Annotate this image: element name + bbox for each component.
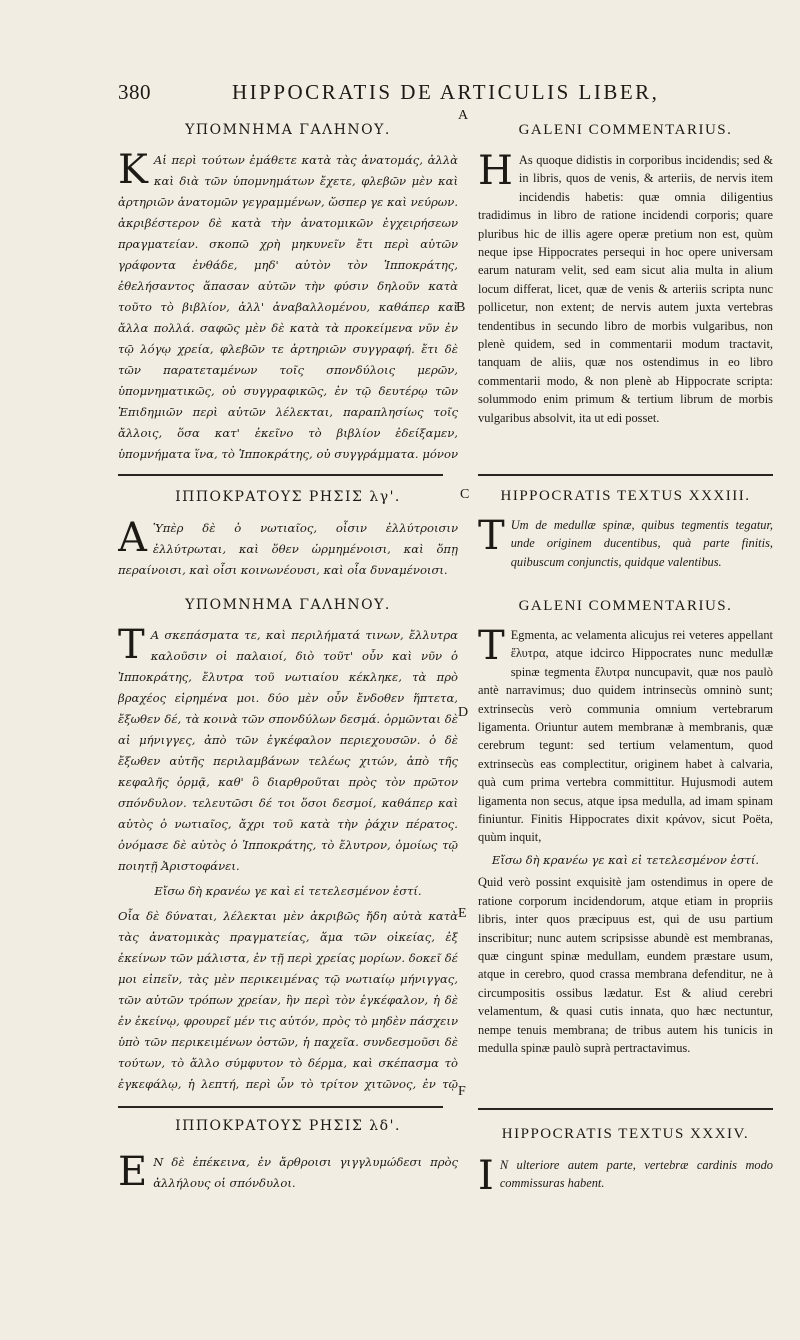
paragraph-text: Οἷα δὲ δύναται, λέλεκται μὲν ἀκριβῶς ἤδη αὐτὰ κατὰ τὰς ἀνατομικὰς πραγματείας, ἅμα τῶν οἰκείας, ἐξ ἐκείνων τῶν μάλιστα, ἐν τῇ περὶ χρείας μορίων. δοκεῖ δέ μοι εἰπεῖν, τὰς μὲν περικειμένας τῷ νωτιαίῳ μήνιγγας, τῶν αὐτῶν τρόπων χρείαν, ἣν περὶ τὸν ἐγκέφαλον, ἡ δὲ ἐν ἐκείνῳ, φρουρεῖ μέν τις αὐτόν, πρὸς τὸ μηδὲν πάσχειν ὑπὸ τῶν περικειμένων ὀστῶν, ἡ παχεῖα. συνδεσμοῦσι δὲ τούτων, τὸ ἄλλο σύμφυτον τὸ δέρμα, καὶ σκέπασμα τὸ ἐγκεφάλῳ, ἡ λεπτή, περὶ ὧν τὸ τρίτον χιτῶνος, ἐν τῷ — [118, 909, 458, 1091]
paragraph-text: Quid verò possint exquisitè jam ostendimus in opere de ratione corporum incidendorum, atque etiam in propriis libris, inter quos præcipuus est, qui de usu partium inscribitur; nunc autem scripsisse abundè est membranas, quæ cingunt spinæ medullam, eundem præstare usum, atque in cerebro, quod crassa membrana defenditur, ne à circumpositis ossibus lædatur. Est & aliud cerebri velamentum, & quasi cutis innata, quo hæc nectuntur, nempe tenuis membrana; de tribus autem his tunicis in medulla spinæ paulò suprà pertractavimus. — [478, 875, 773, 1055]
verse-quote: Εἴσω δὴ κρανέω γε καὶ εἰ τετελεσμένον ἐστί. — [491, 852, 760, 867]
page-title: HIPPOCRATIS DE ARTICULIS LIBER, — [232, 80, 660, 104]
section-divider — [478, 474, 773, 476]
marker-e: E — [458, 906, 467, 921]
dropcap: I — [478, 1156, 494, 1199]
dropcap: A — [118, 518, 147, 561]
latin-textus-heading-1: HIPPOCRATIS TEXTUS XXXIII. — [500, 488, 751, 504]
latin-commentary-heading-2: GALENI COMMENTARIUS. — [518, 598, 733, 614]
latin-textus-heading-2: HIPPOCRATIS TEXTUS XXXIV. — [501, 1126, 750, 1142]
dropcap: K — [118, 150, 148, 193]
dropcap: T — [478, 626, 505, 669]
dropcap: T — [478, 516, 505, 559]
greek-textus-1 — [118, 518, 458, 582]
marker-b: B — [456, 300, 466, 315]
marker-f: F — [458, 1084, 466, 1099]
running-head — [118, 80, 788, 110]
section-divider — [478, 1108, 773, 1110]
greek-commentary-heading-1: ΥΠΟΜΝΗΜΑ ΓΑΛΗΝΟΥ. — [185, 122, 391, 138]
paragraph-text: Ν δὲ ἐπέκεινα, ἐν ἄρθροισι γιγγλυμώδεσι πρὸς ἀλλήλους οἱ σπόνδυλοι. — [153, 1155, 458, 1190]
paragraph-text: N ulteriore autem parte, vertebræ cardinis modo commissuras habent. — [499, 1158, 773, 1191]
marker-d: D — [458, 705, 469, 720]
greek-commentary-1 — [118, 150, 458, 468]
verse-quote: Εἴσω δὴ κρανέω γε καὶ εἰ τετελεσμένον ἐστί. — [154, 884, 422, 898]
marker-c: C — [460, 487, 470, 502]
paragraph-text: Ὑπὲρ δὲ ὁ νωτιαῖος, οἷσιν ἐλλύτροισιν ἐλλύτρωται, καὶ ὅθεν ὡρμημένοισι, καὶ ὅπῃ περαίνοισι, καὶ οἷσι κοινωνέουσι, καὶ οἷα δυναμένοισι. — [118, 521, 458, 577]
paragraph-text: Α σκεπάσματα τε, καὶ περιλήματά τινων, ἔλλυτρα καλοῦσιν οἱ παλαιοί, διὸ τοῦτ' οὖν καὶ νῦν ὁ Ἱπποκράτης, ἔλυτρα τοῦ νωτιαίου κέκληκε, τὰ πρὸ βραχέος εἰρημένα μοι. δύο μὲν οὖν ἔνδοθεν ἥπτετα, ἔξωθεν δέ, τὰ κοινὰ τῶν σπονδύλων δεσμά. ὁρμῶνται δὲ αἱ μήνιγγες, ἀπὸ τῶν ἐγκέφαλον περιεχουσῶν. ὁ δὲ ἔξωθεν αὐτῆς περιλαμβάνων τελέως χιτών, ἀπὸ τῆς κεφαλῆς ὁρμᾷ, καθ' ὃ διαρθροῦται πρὸς τὸν πρῶτον σπόνδυλον. τελευτῶσι δέ τοι ὅσοι δεσμοί, καθάπερ καὶ αὐτὸς ὁ νωτιαῖος, ἄχρι τοῦ κατὰ τὴν ῥάχιν πέρατος. ὀνόμασε δὲ αὐτὸς ὁ Ἱπποκράτης, τὸ ἔλυτρον, ὁμοίως τῷ ποιητῇ Ἀριστοφάνει. — [118, 628, 458, 873]
dropcap: T — [118, 625, 145, 668]
latin-commentary-heading-1: GALENI COMMENTARIUS. — [518, 122, 733, 138]
section-divider — [118, 474, 443, 476]
greek-textus-heading-1: ΙΠΠΟΚΡΑΤΟΥΣ ΡΗΣΙΣ λγ'. — [175, 489, 401, 505]
latin-commentary-1 — [478, 151, 773, 459]
dropcap: E — [118, 1152, 148, 1195]
latin-textus-2 — [478, 1156, 773, 1202]
dropcap: H — [478, 151, 513, 194]
greek-textus-heading-2: ΙΠΠΟΚΡΑΤΟΥΣ ΡΗΣΙΣ λδ'. — [175, 1118, 401, 1134]
paragraph-text: Αἱ περὶ τούτων ἐμάθετε κατὰ τὰς ἀνατομάς, ἀλλὰ καὶ διὰ τῶν ὑπομνημάτων ἔχετε, φλεβῶν μὲν καὶ ἀρτηριῶν ἀνατομῶν γεγραμμένων, ὥσπερ γε καὶ νεύρων. ἀκριβέστερον δὲ κατὰ τὴν ἀνατομικῶν ἐγχειρήσεων πραγματείαν. σκοπῶ χρὴ μηκυνεῖν ἔτι περὶ αὐτῶν γράφοντα ἐνθάδε, μηδ' αὐτὸν τὸν Ἱπποκράτης, ἐθελήσαντος ἅπασαν αὐτῶν τὴν φύσιν δηλοῦν κατὰ τοῦτο τὸ βιβλίον, ἀλλ' ἀναβαλλομένου, καθάπερ καὶ ἄλλα πολλά. σαφῶς μὲν δὲ κατὰ τὰ προκείμενα νῦν ἐν τῷ λόγῳ χρεία, φλεβῶν τε ἀρτηριῶν συγγραφή. ἔτι δὲ τῶν παρατεταμένων τοῖς σπονδύλοις μερῶν, ὑπομνηματικῶς, οὐ συγγραφικῶς, ἐν τῷ δευτέρῳ τῶν Ἐπιδημιῶν περὶ αὐτῶν λέλεκται, παραπλησίως τοῖς ἄλλοις, ὅσα κατ' ἐκεῖνο τὸ βιβλίον ἐδείξαμεν, ὑπομνήματα ἵνα, τὸ Ἱπποκράτης, οὐ συγγράμματα. μόνον — [118, 153, 458, 461]
paragraph-text: As quoque didistis in corporibus incidendis; sed & in libris, quos de venis, & arteriis, de nervis item incidendis habetis: quæ omnia diligentius tradidimus in libro de ratione incidendi corporis; quare pluribus hic de illis agere operæ pretium non est, quùm neque ipse Hippocrates persequi in hoc opere universam earum naturam velit, sed eam sicut alia multa in alium locum differat, licet, quæ de venis & arteriis scripta nunc pollicetur, non extent; de nervis autem juxta vertebras tendentibus in secundo libro de morbis vulgaribus, non plenè quidem, sed in commentarii modum tractavit, tanquam de aliis, quæ nos ostendimus in eo libro commentarii modo, & non plenè ab Hippocrate scripta: solummodo enim primum & tertium librum de morbis vulgaribus absolvit, ita ut edi posset. — [478, 153, 773, 425]
paragraph-text: Egmenta, ac velamenta alicujus rei veteres appellant ἔλυτρα, atque idcirco Hippocrates nunc medullæ spinæ tegmenta ἔλυτρα nuncupavit, quæ nos paulò antè narravimus; duo quidem intrinsecùs omninò sunt; extrinsecùs verò communia omnium vertebrarum ligamenta. Oriuntur autem membranæ à membranis, quæ cerebrum tegunt: sed tertium velamentum, quod extrinsecùs eas complectitur, originem habet à calvaria, quà cum prima vertebra committitur. Hujusmodi autem ligamenta non secus, atque ipsa medulla, ad imam spinam finiuntur. Finitis Hippocrates dixit κράνον, sicut Poëta, quùm inquit, — [478, 628, 773, 845]
marker-a: A — [458, 108, 469, 123]
latin-commentary-2 — [478, 626, 773, 1094]
greek-commentary-heading-2: ΥΠΟΜΝΗΜΑ ΓΑΛΗΝΟΥ. — [185, 597, 391, 613]
greek-textus-2 — [118, 1152, 458, 1198]
latin-textus-1 — [478, 516, 773, 586]
page-number: 380 — [118, 80, 151, 104]
paragraph-text: Um de medullæ spinæ, quibus tegmentis tegatur, unde originem ducentibus, quà parte finitis, quibuscum conjunctis, quidque valentibus. — [510, 518, 773, 569]
greek-commentary-2 — [118, 625, 458, 1091]
section-divider — [118, 1106, 443, 1108]
